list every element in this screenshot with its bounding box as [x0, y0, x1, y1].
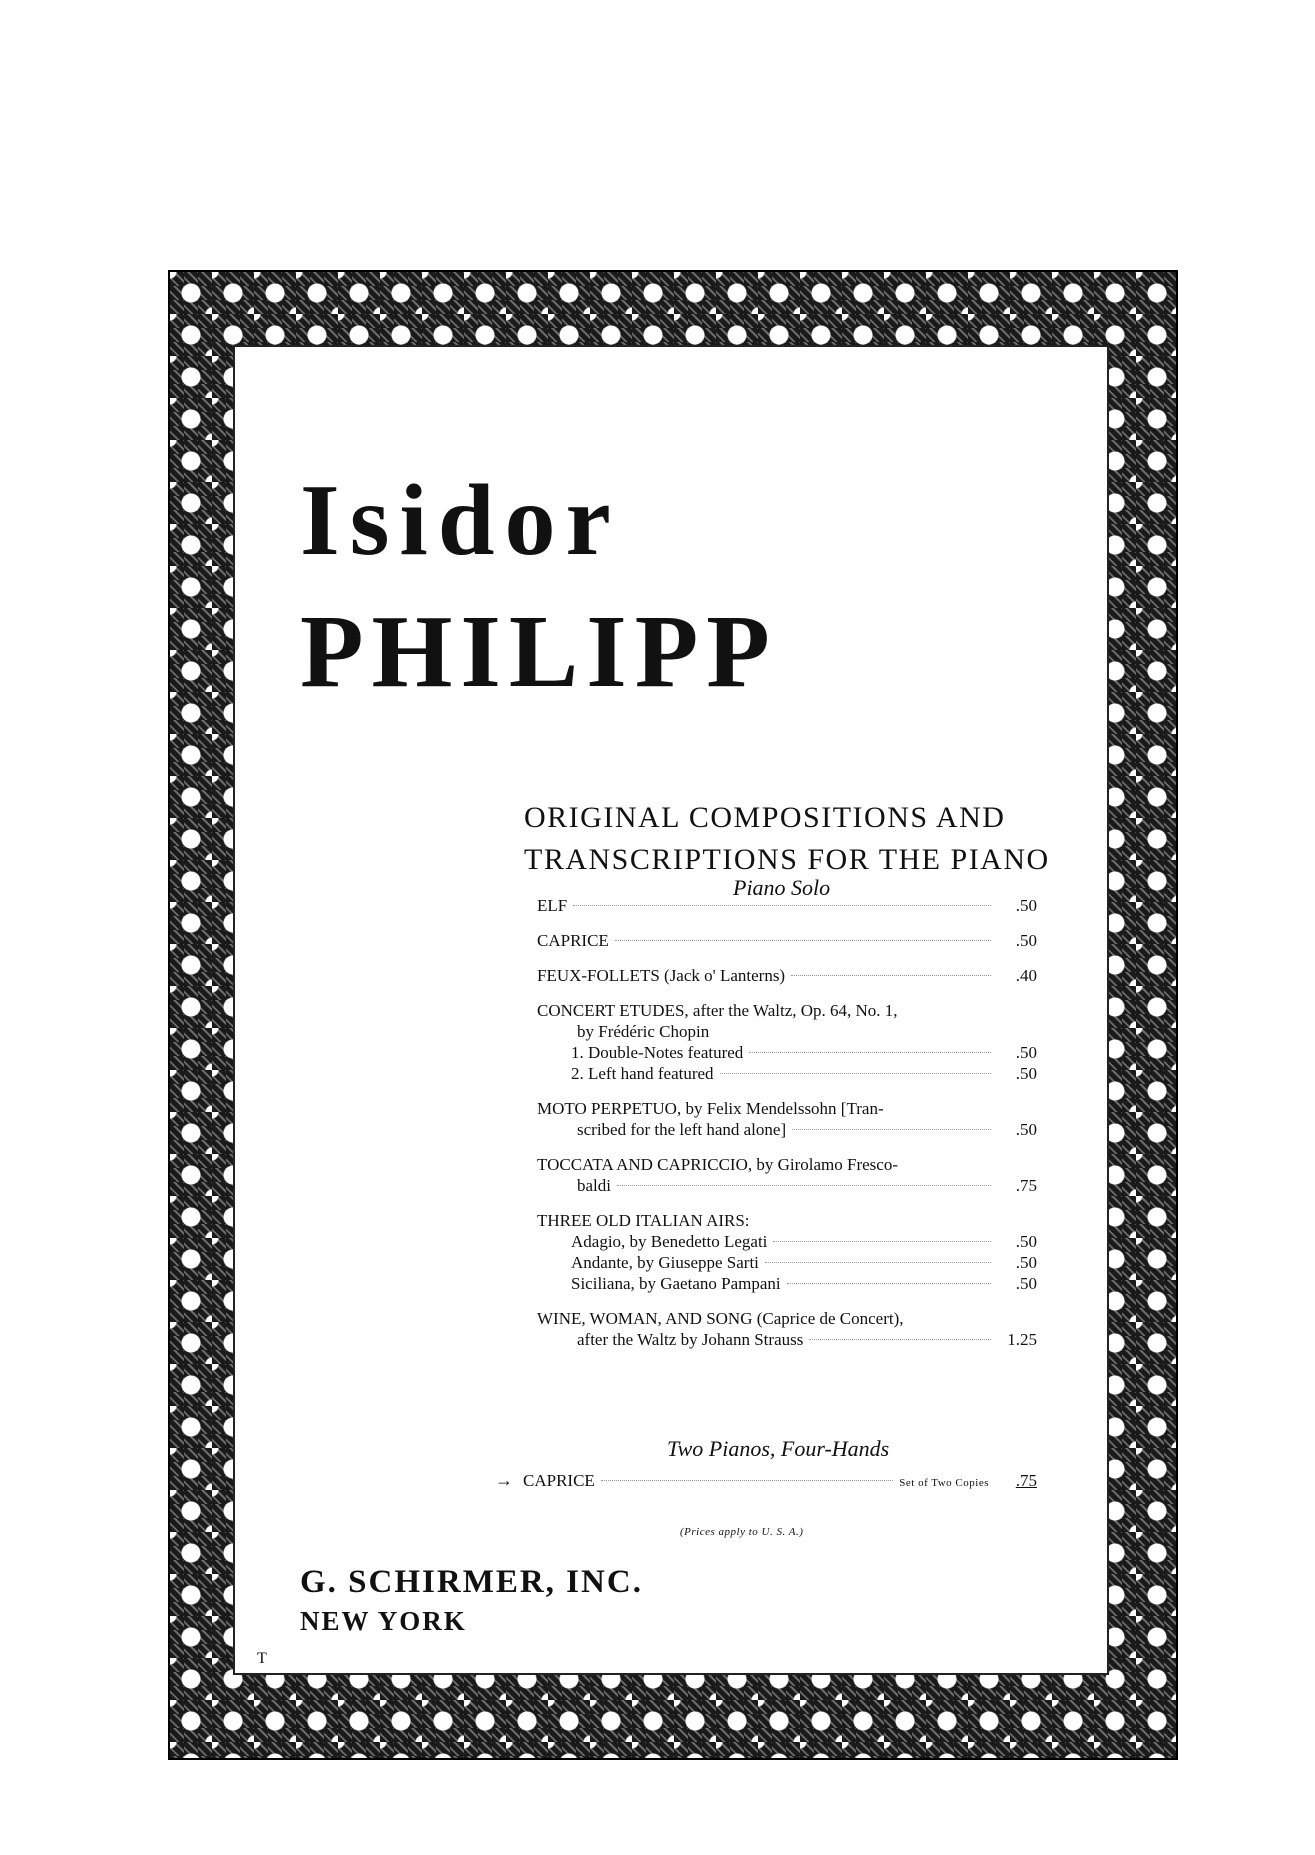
list-item — [537, 1000, 1037, 1084]
heading-line-1: ORIGINAL COMPOSITIONS AND — [524, 801, 1006, 834]
publisher-city: NEW YORK — [300, 1606, 467, 1636]
arrow-icon: → — [495, 1470, 513, 1490]
piano-solo-list — [537, 895, 1037, 1364]
publisher-name: G. SCHIRMER, INC. — [300, 1564, 643, 1600]
piano-solo-title: Piano Solo — [733, 875, 831, 900]
sub-item-title: Siciliana, by Gaetano Pampani — [571, 1274, 781, 1293]
item-title: THREE OLD ITALIAN AIRS: — [537, 1211, 750, 1230]
item-title: TOCCATA AND CAPRICCIO, by Girolamo Fresco- — [537, 1155, 899, 1174]
item-title: ELF — [537, 896, 568, 915]
list-item — [537, 930, 1037, 951]
list-item — [537, 1154, 1037, 1196]
list-item — [537, 1098, 1037, 1140]
two-pianos-title: Two Pianos, Four-Hands — [667, 1436, 890, 1461]
item-price: .50 — [1015, 1274, 1037, 1293]
list-item — [537, 1210, 1037, 1294]
list-item — [537, 1308, 1037, 1350]
item-price: .50 — [1015, 896, 1037, 915]
item-price: .50 — [1015, 1120, 1037, 1139]
item-price: .75 — [1015, 1176, 1037, 1195]
sub-item-title: 2. Left hand featured — [571, 1064, 714, 1083]
list-item — [537, 895, 1037, 916]
sub-item-title: Adagio, by Benedetto Legati — [571, 1232, 768, 1251]
item-subtitle: baldi — [577, 1176, 611, 1195]
item-price: 1.25 — [1007, 1330, 1037, 1349]
item-subtitle: by Frédéric Chopin — [577, 1022, 710, 1041]
item-title: CAPRICE — [523, 1471, 595, 1490]
item-subtitle: after the Waltz by Johann Strauss — [577, 1330, 804, 1349]
list-item — [537, 965, 1037, 986]
duet-item — [495, 1470, 1037, 1491]
item-title: FEUX-FOLLETS (Jack o' Lanterns) — [537, 966, 786, 985]
item-price: .50 — [1015, 1232, 1037, 1251]
item-price: .50 — [1015, 1064, 1037, 1083]
composer-last-name: PHILIPP — [300, 594, 778, 709]
item-title: CONCERT ETUDES, after the Waltz, Op. 64, No. 1, — [537, 1001, 898, 1020]
item-price: .40 — [1015, 966, 1037, 985]
heading-line-2: TRANSCRIPTIONS FOR THE PIANO — [524, 843, 1050, 876]
item-title: CAPRICE — [537, 931, 609, 950]
copies-note: Set of Two Copies — [899, 1477, 989, 1489]
sub-item-title: Andante, by Giuseppe Sarti — [571, 1253, 759, 1272]
item-title: MOTO PERPETUO, by Felix Mendelssohn [Tran- — [537, 1099, 884, 1118]
composer-first-name: Isidor — [300, 464, 621, 577]
item-price: .75 — [1015, 1471, 1037, 1490]
prices-note: (Prices apply to U. S. A.) — [680, 1526, 804, 1538]
item-price: .50 — [1015, 1043, 1037, 1062]
plate-mark: T — [257, 1650, 267, 1667]
item-title: WINE, WOMAN, AND SONG (Caprice de Concert), — [537, 1309, 904, 1328]
item-price: .50 — [1015, 931, 1037, 950]
item-subtitle: scribed for the left hand alone] — [577, 1120, 787, 1139]
sub-item-title: 1. Double-Notes featured — [571, 1043, 744, 1062]
item-price: .50 — [1015, 1253, 1037, 1272]
